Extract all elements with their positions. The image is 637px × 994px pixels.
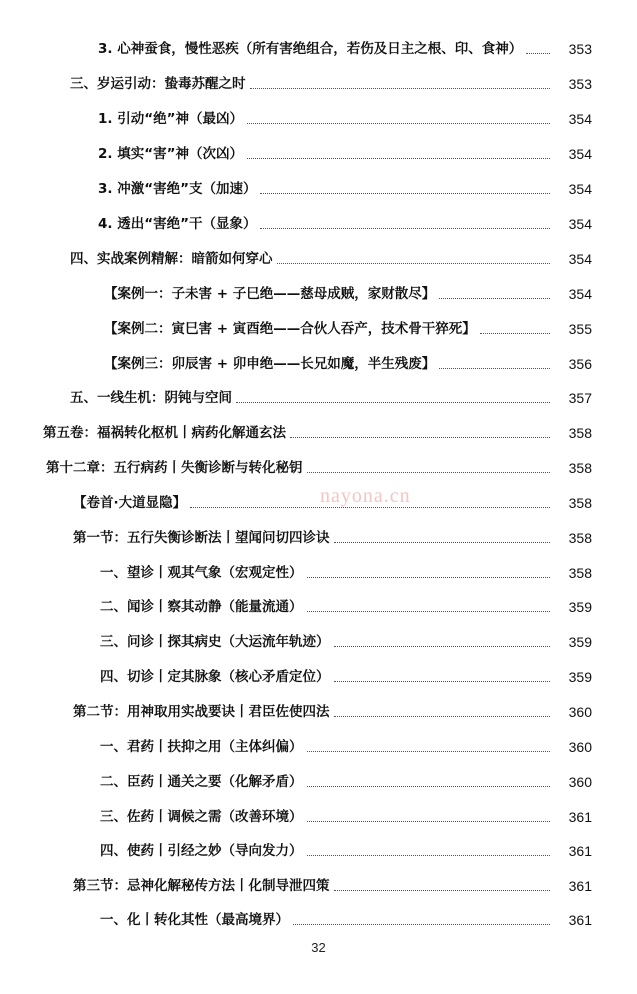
toc-entry <box>0 560 637 582</box>
toc-entry-title: 第一节：五行失衡诊断法丨望闻问切四诊诀 <box>73 530 330 546</box>
toc-entry <box>0 594 637 616</box>
dot-leader <box>290 437 550 438</box>
dot-leader <box>307 855 551 856</box>
toc-entry-page: 354 <box>568 146 592 162</box>
toc-entry-title: 二、臣药丨通关之要（化解矛盾） <box>100 774 303 790</box>
toc-entry-page: 361 <box>568 843 592 859</box>
toc-entry <box>0 873 637 895</box>
toc-entry-title: 四、实战案例精解：暗箭如何穿心 <box>70 251 273 267</box>
toc-entry-page: 358 <box>568 530 592 546</box>
toc-entry-title: 2. 填实“害”神（次凶） <box>98 146 243 162</box>
dot-leader <box>334 716 551 717</box>
toc-entry <box>0 804 637 826</box>
toc-entry-title: 1. 引动“绝”神（最凶） <box>98 111 243 127</box>
toc-entry-page: 360 <box>568 739 592 755</box>
watermark: nayona.cn <box>320 485 411 507</box>
dot-leader <box>334 681 551 682</box>
toc-entry-page: 354 <box>568 216 592 232</box>
toc-entry <box>0 71 637 93</box>
dot-leader <box>247 123 550 124</box>
dot-leader <box>480 333 550 334</box>
toc-entry-page: 353 <box>568 76 592 92</box>
dot-leader <box>307 611 551 612</box>
toc-entry-title: 二、闻诊丨察其动静（能量流通） <box>100 599 303 615</box>
toc-entry-page: 354 <box>568 286 592 302</box>
dot-leader <box>334 646 551 647</box>
toc-entry-title: 【案例二：寅巳害 + 寅酉绝——合伙人吞产，技术骨干猝死】 <box>104 321 476 337</box>
toc-entry <box>0 455 637 477</box>
toc-entry-page: 354 <box>568 251 592 267</box>
toc-entry-page: 354 <box>568 111 592 127</box>
toc-entry-page: 354 <box>568 181 592 197</box>
toc-entry <box>0 629 637 651</box>
toc-entry <box>0 699 637 721</box>
toc-entry-page: 361 <box>568 809 592 825</box>
dot-leader <box>526 53 550 54</box>
toc-entry-page: 356 <box>568 356 592 372</box>
toc-entry-page: 358 <box>568 425 592 441</box>
toc-entry <box>0 246 637 268</box>
toc-entry-title: 一、君药丨扶抑之用（主体纠偏） <box>100 739 303 755</box>
toc-entry <box>0 769 637 791</box>
dot-leader <box>334 890 551 891</box>
toc-entry <box>0 525 637 547</box>
dot-leader <box>247 158 550 159</box>
toc-entry-page: 358 <box>568 565 592 581</box>
dot-leader <box>307 577 551 578</box>
toc-entry-page: 361 <box>568 878 592 894</box>
toc-entry-page: 359 <box>568 634 592 650</box>
toc-entry <box>0 316 637 338</box>
toc-entry-page: 359 <box>568 669 592 685</box>
toc-entry-title: 第三节：忌神化解秘传方法丨化制导泄四策 <box>73 878 330 894</box>
toc-entry-title: 四、使药丨引经之妙（导向发力） <box>100 843 303 859</box>
dot-leader <box>334 542 551 543</box>
toc-entry-title: 三、岁运引动：蛰毒苏醒之时 <box>70 76 246 92</box>
toc-entry-title: 【卷首·大道显隐】 <box>73 495 187 511</box>
toc-entry-title: 第十二章：五行病药丨失衡诊断与转化秘钥 <box>46 460 303 476</box>
toc-entry-page: 361 <box>568 912 592 928</box>
toc-entry-title: 三、佐药丨调候之需（改善环境） <box>100 809 303 825</box>
toc-entry <box>0 907 637 929</box>
toc-entry <box>0 734 637 756</box>
dot-leader <box>307 472 551 473</box>
toc-entry-title: 四、切诊丨定其脉象（核心矛盾定位） <box>100 669 330 685</box>
toc-entry <box>0 664 637 686</box>
toc-entry <box>0 351 637 373</box>
toc-entry-title: 第二节：用神取用实战要诀丨君臣佐使四法 <box>73 704 330 720</box>
toc-entry-title: 三、问诊丨探其病史（大运流年轨迹） <box>100 634 330 650</box>
toc-entry-title: 【案例一：子未害 + 子巳绝——慈母成贼，家财散尽】 <box>104 286 436 302</box>
dot-leader <box>277 263 551 264</box>
dot-leader <box>293 924 550 925</box>
dot-leader <box>307 821 551 822</box>
toc-entry <box>0 385 637 407</box>
toc-entry <box>0 211 637 233</box>
toc-entry-title: 五、一线生机：阴钝与空间 <box>70 390 232 406</box>
dot-leader <box>307 786 551 787</box>
toc-entry-page: 360 <box>568 774 592 790</box>
toc-entry-title: 3. 心神蚕食，慢性恶疾（所有害绝组合，若伤及日主之根、印、食神） <box>98 41 523 57</box>
toc-entry-title: 3. 冲激“害绝”支（加速） <box>98 181 257 197</box>
toc-entry-title: 4. 透出“害绝”干（显象） <box>98 216 257 232</box>
toc-entry-title: 【案例三：卯辰害 + 卯申绝——长兄如魔，半生残废】 <box>104 356 436 372</box>
toc-entry-page: 360 <box>568 704 592 720</box>
dot-leader <box>260 228 550 229</box>
toc-entry <box>0 106 637 128</box>
toc-entry-page: 358 <box>568 460 592 476</box>
toc-entry <box>0 420 637 442</box>
toc-entry <box>0 838 637 860</box>
dot-leader <box>250 88 551 89</box>
dot-leader <box>236 402 550 403</box>
toc-entry <box>0 176 637 198</box>
toc-entry-page: 358 <box>568 495 592 511</box>
dot-leader <box>439 368 550 369</box>
toc-entry <box>0 281 637 303</box>
toc-entry <box>0 141 637 163</box>
toc-entry-title: 一、化丨转化其性（最高境界） <box>100 912 289 928</box>
toc-entry-title: 第五卷：福祸转化枢机丨病药化解通玄法 <box>43 425 286 441</box>
dot-leader <box>260 193 550 194</box>
dot-leader <box>439 298 550 299</box>
toc-entry-page: 355 <box>568 321 592 337</box>
toc-entry-page: 359 <box>568 599 592 615</box>
page-number: 32 <box>311 940 326 955</box>
toc-entry <box>0 490 637 512</box>
toc-entry <box>0 36 637 58</box>
toc-entry-page: 353 <box>568 41 592 57</box>
toc-entry-title: 一、望诊丨观其气象（宏观定性） <box>100 565 303 581</box>
dot-leader <box>307 751 551 752</box>
toc-entry-page: 357 <box>568 390 592 406</box>
